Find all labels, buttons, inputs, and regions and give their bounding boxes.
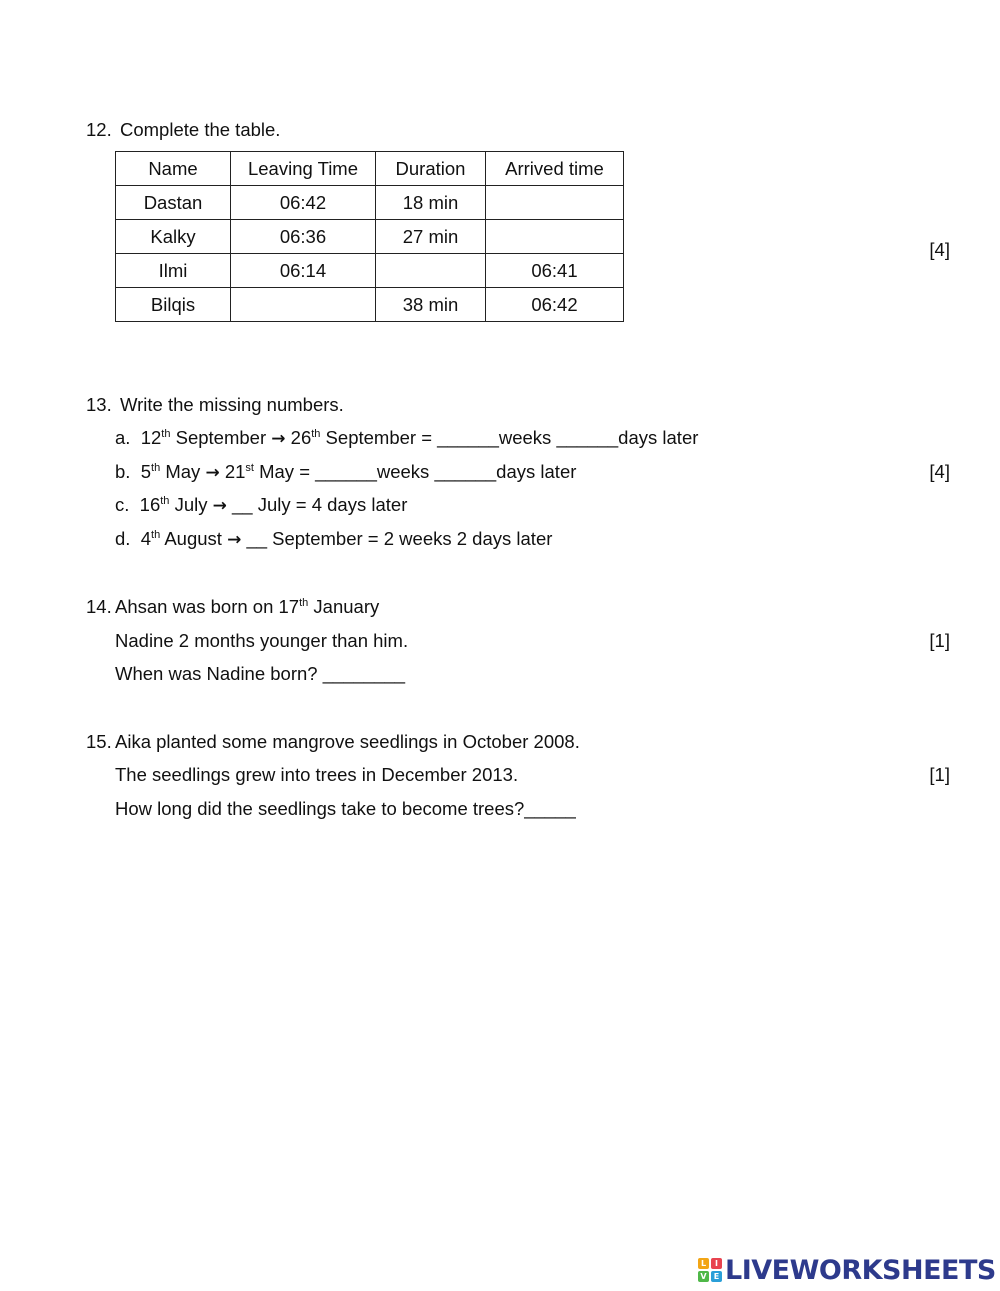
q12-prompt: Complete the table. [120,119,281,140]
logo-blocks-icon [698,1258,722,1282]
ordinal: th [160,495,170,507]
q14-line1 [115,596,379,618]
liveworksheets-logo [698,1255,996,1285]
table-header: Leaving Time [231,152,376,186]
table-header-row [116,152,624,186]
q15-mark: [1] [929,764,950,785]
ordinal: th [311,428,321,440]
table-cell: 06:42 [486,288,624,322]
ordinal: st [245,462,254,474]
q13-item-c [115,494,407,516]
q15-line1: Aika planted some mangrove seedlings in October 2008. [115,731,580,752]
q13-prompt: Write the missing numbers. [120,394,344,415]
q15-line3[interactable]: How long did the seedlings take to become trees?_____ [115,798,576,819]
q13-item-b [115,461,576,483]
table-header: Arrived time [486,152,624,186]
table-cell: Bilqis [116,288,231,322]
ordinal: th [161,428,171,440]
arrow-right-icon: → [271,429,286,449]
q13-item-a [115,427,698,449]
date-month: May [160,461,206,482]
table-row [116,186,624,220]
q14-line3[interactable]: When was Nadine born? ________ [115,663,406,684]
item-label: b. [115,461,131,482]
q13-item-d [115,528,552,550]
table-row [116,220,624,254]
q14-text: Ahsan was born on 17 [115,596,300,617]
table-cell: Ilmi [116,254,231,288]
q12-number: 12. [86,119,112,140]
q13-number: 13. [86,394,112,415]
date-month: September [170,427,272,448]
table-cell: Kalky [116,220,231,254]
arrow-right-icon: → [227,530,242,550]
date: 21 [224,461,246,482]
times-table [115,151,624,322]
ordinal: th [299,597,309,609]
table-cell: 27 min [376,220,486,254]
table-cell: 06:14 [231,254,376,288]
date: 16 [139,494,161,515]
date: 4 [140,528,152,549]
answer-line[interactable]: September = ______weeks ______days later [320,427,699,448]
ordinal: th [151,529,161,541]
arrow-right-icon: → [205,463,220,483]
logo-block: E [711,1271,722,1282]
date-month: July [169,494,213,515]
q15-line2: The seedlings grew into trees in December 2013. [115,764,519,785]
item-label: c. [115,494,130,515]
table-cell: Dastan [116,186,231,220]
answer-line[interactable]: __ September = 2 weeks 2 days later [241,528,553,549]
logo-block: L [698,1258,709,1269]
table-cell: 06:41 [486,254,624,288]
date-month: August [160,528,228,549]
table-cell: 06:42 [231,186,376,220]
logo-block: I [711,1258,722,1269]
answer-line[interactable]: May = ______weeks ______days later [253,461,577,482]
logo-block: V [698,1271,709,1282]
q14-mark: [1] [929,630,950,651]
arrow-right-icon: → [212,496,227,516]
q14-number: 14. [86,596,112,617]
ordinal: th [151,462,161,474]
answer-cell[interactable] [486,220,624,254]
q13-mark: [4] [929,461,950,482]
answer-cell[interactable] [376,254,486,288]
table-row [116,288,624,322]
date: 5 [140,461,152,482]
q15-number: 15. [86,731,112,752]
q14-line2: Nadine 2 months younger than him. [115,630,409,651]
date: 12 [140,427,162,448]
q14-month: January [308,596,380,617]
answer-cell[interactable] [231,288,376,322]
table-header: Name [116,152,231,186]
item-label: a. [115,427,131,448]
answer-line[interactable]: __ July = 4 days later [226,494,408,515]
table-cell: 38 min [376,288,486,322]
table-header: Duration [376,152,486,186]
table-cell: 06:36 [231,220,376,254]
q12-mark: [4] [929,239,950,260]
date: 26 [290,427,312,448]
item-label: d. [115,528,131,549]
table-row [116,254,624,288]
logo-text: LIVEWORKSHEETS [725,1254,996,1286]
table-cell: 18 min [376,186,486,220]
answer-cell[interactable] [486,186,624,220]
